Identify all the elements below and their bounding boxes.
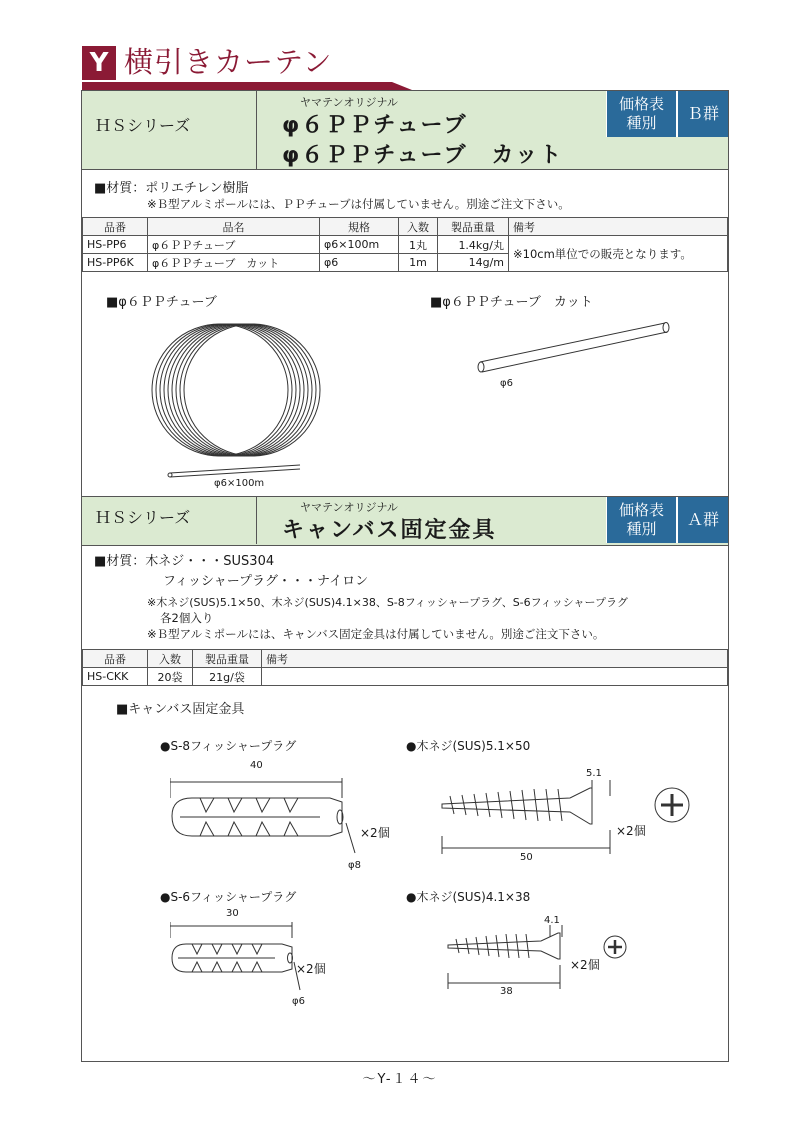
note-2a-cont: 各2個入り — [160, 611, 214, 625]
plug8-quantity: ×2個 — [360, 826, 390, 840]
price-label-top: 価格表 — [618, 95, 664, 113]
plug6-quantity: ×2個 — [296, 962, 326, 976]
series-name-1: ＨＳシリーズ — [95, 116, 191, 135]
tube-coil-image — [140, 315, 330, 485]
cell-code: HS-CKK — [83, 668, 148, 686]
tube-dimension: φ6×100m — [214, 478, 265, 489]
product-name-2: キャンバス固定金具 — [282, 518, 497, 543]
th-code: 品番 — [83, 218, 148, 236]
cell-qty: 1m — [399, 254, 438, 272]
screw41-quantity: ×2個 — [570, 958, 600, 972]
note-2b: ※Ｂ型アルミポールには、キャンバス固定金具は付属していません。別途ご注文下さい。 — [147, 627, 605, 641]
plug6-diameter: φ6 — [292, 996, 305, 1007]
note-1: ※Ｂ型アルミポールには、ＰＰチューブは付属していません。別途ご注文下さい。 — [147, 197, 570, 211]
product-name-1b: φ６ＰＰチューブ カット — [282, 143, 564, 168]
page-title: 横引きカーテン — [124, 45, 333, 79]
cell-qty: 20袋 — [148, 668, 193, 686]
tube-cut-image — [470, 318, 680, 378]
cell-code: HS-PP6K — [83, 254, 148, 272]
cell-spec: φ6 — [320, 254, 399, 272]
divider — [256, 496, 257, 544]
th-remark: 備考 — [509, 218, 728, 236]
screw51-quantity: ×2個 — [616, 824, 646, 838]
cell-remark: ※10cm単位での販売となります。 — [509, 236, 728, 272]
original-label-2: ヤマテンオリジナル — [300, 501, 398, 514]
th-remark: 備考 — [262, 650, 728, 668]
price-label-bottom: 種別 — [626, 114, 657, 132]
spec-table-2 — [82, 649, 728, 686]
cell-spec: φ6×100m — [320, 236, 399, 254]
th-name: 品名 — [148, 218, 320, 236]
screw51-label: ●木ネジ(SUS)5.1×50 — [406, 739, 531, 753]
figures-label: ■キャンバス固定金具 — [116, 702, 245, 717]
phillips-head-icon — [652, 785, 692, 825]
tube-cut-dimension: φ6 — [500, 378, 513, 389]
plug6-label: ●S-6フィッシャープラグ — [160, 890, 297, 904]
table-row — [83, 236, 728, 254]
material-1: ■材質：ポリエチレン樹脂 — [94, 181, 249, 196]
series-name-2: ＨＳシリーズ — [95, 508, 191, 527]
table-row — [83, 668, 728, 686]
page-number: ～Y-１４～ — [362, 1072, 438, 1087]
note-2a: ※木ネジ(SUS)5.1×50、木ネジ(SUS)4.1×38、S-8フィッシャープラグ、S-6フィッシャープラグ — [147, 596, 628, 609]
plug8-diameter: φ8 — [348, 860, 361, 871]
th-qty: 入数 — [399, 218, 438, 236]
plug8-length: 40 — [250, 760, 263, 771]
material-2a: ■材質：木ネジ・・・SUS304 — [94, 554, 275, 569]
price-group-1: Ｂ群 — [676, 91, 728, 137]
th-weight: 製品重量 — [438, 218, 509, 236]
cell-remark — [262, 668, 728, 686]
cell-qty: 1丸 — [399, 236, 438, 254]
figure-label-tube-cut: ■φ６ＰＰチューブ カット — [430, 295, 593, 310]
price-label-bottom: 種別 — [626, 520, 657, 538]
cell-weight: 14g/m — [438, 254, 509, 272]
screw41-image — [446, 925, 576, 995]
plug8-image — [170, 768, 360, 858]
plug6-length: 30 — [226, 908, 239, 919]
plug6-image — [170, 916, 310, 996]
th-qty: 入数 — [148, 650, 193, 668]
price-type-label-1 — [606, 91, 676, 137]
cell-code: HS-PP6 — [83, 236, 148, 254]
original-label-1: ヤマテンオリジナル — [300, 96, 398, 109]
divider — [256, 91, 257, 169]
th-spec: 規格 — [320, 218, 399, 236]
screw51-image — [440, 780, 620, 860]
price-type-label-2 — [606, 497, 676, 543]
plug8-label: ●S-8フィッシャープラグ — [160, 739, 297, 753]
product-name-1a: φ６ＰＰチューブ — [282, 113, 468, 138]
cell-name: φ６ＰＰチューブ カット — [148, 254, 320, 272]
figure-label-tube: ■φ６ＰＰチューブ — [106, 295, 217, 310]
screw41-diameter: 4.1 — [544, 915, 560, 926]
material-2b: フィッシャープラグ・・・ナイロン — [163, 574, 369, 589]
price-label-top: 価格表 — [618, 501, 664, 519]
cell-weight: 21g/袋 — [193, 668, 262, 686]
cell-name: φ６ＰＰチューブ — [148, 236, 320, 254]
cell-weight: 1.4kg/丸 — [438, 236, 509, 254]
screw51-diameter: 5.1 — [586, 768, 602, 779]
phillips-head-icon — [601, 933, 629, 961]
th-code: 品番 — [83, 650, 148, 668]
section-letter-badge: Y — [82, 46, 116, 80]
screw51-length: 50 — [520, 852, 533, 863]
price-group-2: Ａ群 — [676, 497, 728, 543]
th-weight: 製品重量 — [193, 650, 262, 668]
screw41-length: 38 — [500, 986, 513, 997]
spec-table-1 — [82, 217, 728, 272]
screw41-label: ●木ネジ(SUS)4.1×38 — [406, 890, 531, 904]
